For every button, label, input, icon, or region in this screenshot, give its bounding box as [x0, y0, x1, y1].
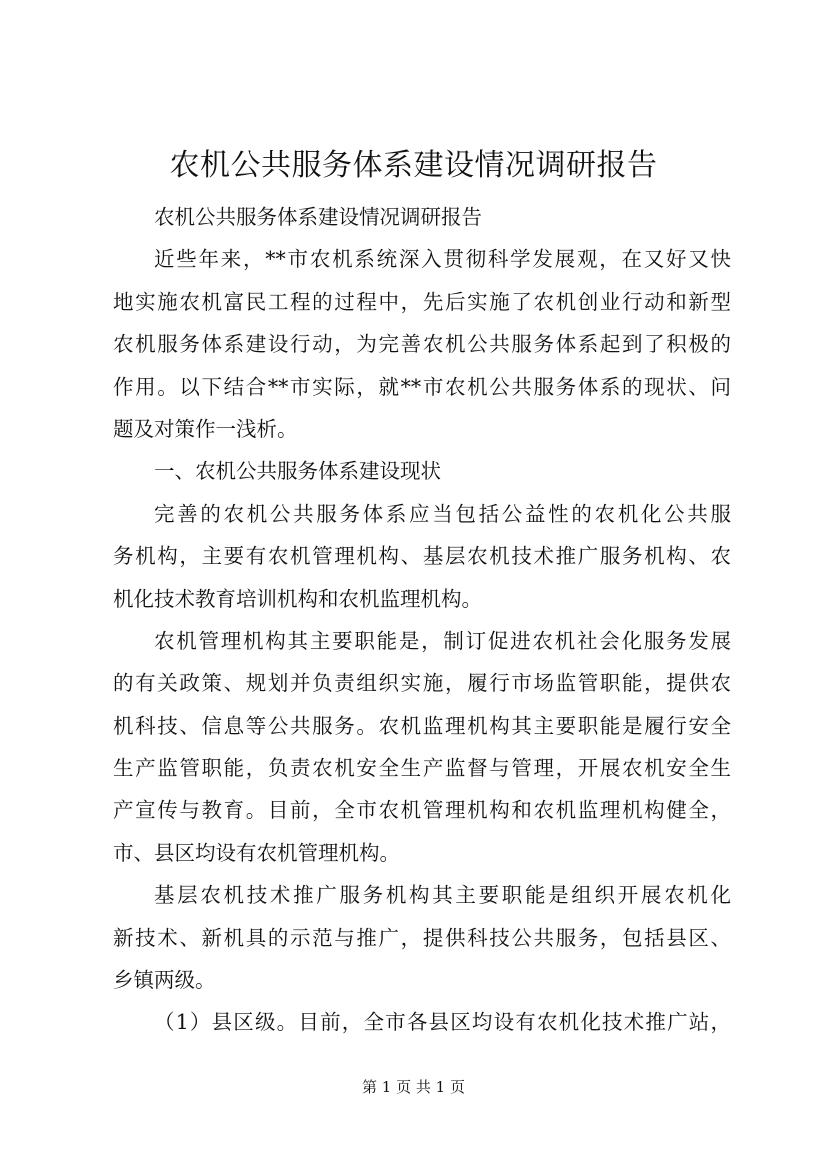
body-line: 一、农机公共服务体系建设现状 — [154, 459, 441, 484]
body-line: 农机公共服务体系建设情况调研报告 — [154, 205, 482, 229]
body-line: 地实施农机富民工程的过程中，先后实施了农机创业行动和新型 — [113, 289, 731, 314]
body-line: 作用。以下结合**市实际，就**市农机公共服务体系的现状、问 — [113, 374, 731, 399]
page-footer: 第 1 页 共 1 页 — [362, 1078, 465, 1096]
body-line: 务机构，主要有农机管理机构、基层农机技术推广服务机构、农 — [113, 544, 731, 569]
document-body — [113, 196, 731, 1044]
body-line: 乡镇两级。 — [113, 968, 216, 993]
body-line: 机化技术教育培训机构和农机监理机构。 — [113, 586, 482, 611]
body-line: 市、县区均设有农机管理机构。 — [113, 840, 400, 865]
body-line: 基层农机技术推广服务机构其主要职能是组织开展农机化 — [154, 883, 731, 908]
body-line: 完善的农机公共服务体系应当包括公益性的农机化公共服 — [154, 501, 731, 526]
body-line: 新技术、新机具的示范与推广，提供科技公共服务，包括县区、 — [113, 925, 731, 950]
body-line: 机科技、信息等公共服务。农机监理机构其主要职能是履行安全 — [113, 713, 731, 738]
body-line: 农机服务体系建设行动，为完善农机公共服务体系起到了积极的 — [113, 332, 731, 357]
body-line: 的有关政策、规划并负责组织实施，履行市场监管职能，提供农 — [113, 671, 731, 696]
body-line: 题及对策作一浅析。 — [113, 416, 298, 441]
body-line: （1）县区级。目前，全市各县区均设有农机化技术推广站， — [154, 1010, 731, 1035]
body-line: 农机管理机构其主要职能是，制订促进农机社会化服务发展 — [154, 628, 731, 653]
body-line: 产宣传与教育。目前，全市农机管理机构和农机监理机构健全， — [113, 798, 731, 823]
document-title: 农机公共服务体系建设情况调研报告 — [169, 148, 658, 183]
body-line: 近些年来，**市农机系统深入贯彻科学发展观，在又好又快 — [154, 247, 731, 272]
body-line: 生产监管职能，负责农机安全生产监督与管理，开展农机安全生 — [113, 756, 731, 781]
